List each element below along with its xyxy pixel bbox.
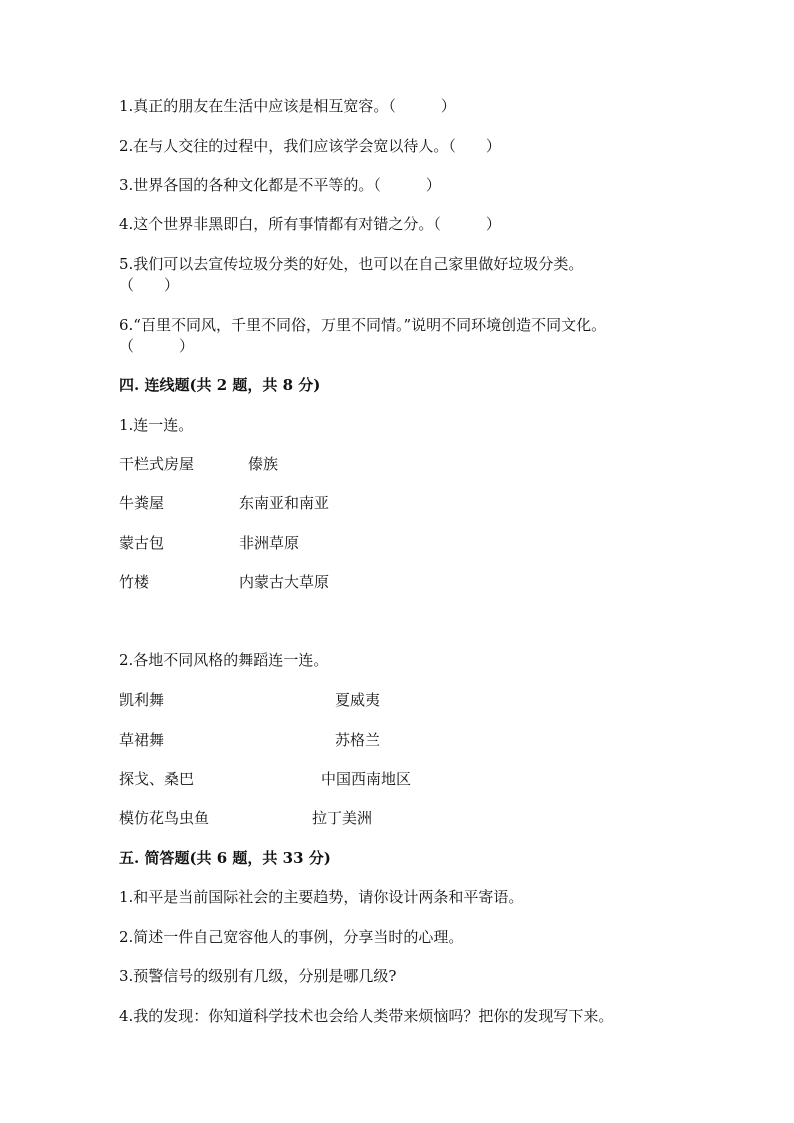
judge-question-6: 6.“百里不同风，千里不同俗，万里不同情。”说明不同环境创造不同文化。 (119, 316, 607, 334)
short-answer-question-4: 4.我的发现：你知道科学技术也会给人类带来烦恼吗？把你的发现写下来。 (119, 1007, 614, 1025)
judge-question-3: 3.世界各国的各种文化都是不平等的。（ ） (119, 176, 441, 194)
short-answer-question-2: 2.简述一件自己宽容他人的事例，分享当时的心理。 (119, 928, 464, 946)
match-1-right-item: 非洲草原 (239, 534, 300, 552)
section-4-title: 四. 连线题(共 2 题，共 8 分) (119, 376, 321, 394)
section-5-title: 五. 简答题(共 6 题，共 33 分) (119, 849, 331, 867)
match-2-left-item: 模仿花鸟虫鱼 (119, 809, 210, 827)
match-1-right-item: 傣族 (248, 455, 279, 473)
match-2-right-item: 中国西南地区 (321, 770, 412, 788)
match-2-left-item: 凯利舞 (119, 691, 165, 709)
match-2-left-item: 探戈、桑巴 (119, 770, 195, 788)
match-2-right-item: 苏格兰 (335, 731, 381, 749)
judge-question-4: 4.这个世界非黑即白，所有事情都有对错之分。（ ） (119, 215, 501, 233)
match-1-left-item: 竹楼 (119, 573, 150, 591)
match-2-left-item: 草裙舞 (119, 731, 165, 749)
match-2-right-item: 拉丁美洲 (312, 809, 373, 827)
match-1-right-item: 东南亚和南亚 (239, 494, 330, 512)
judge-question-5-blank: （ ） (119, 276, 180, 294)
match-1-left-item: 牛粪屋 (119, 494, 165, 512)
judge-question-5: 5.我们可以去宣传垃圾分类的好处，也可以在自己家里做好垃圾分类。 (119, 255, 584, 273)
match-1-left-item: 干栏式房屋 (119, 455, 195, 473)
match-2-right-item: 夏威夷 (335, 691, 381, 709)
judge-question-1: 1.真正的朋友在生活中应该是相互宽容。（ ） (119, 97, 456, 115)
short-answer-question-1: 1.和平是当前国际社会的主要趋势，请你设计两条和平寄语。 (119, 888, 524, 906)
match-1-right-item: 内蒙古大草原 (239, 573, 330, 591)
match-1-left-item: 蒙古包 (119, 534, 165, 552)
judge-question-6-blank: （ ） (119, 337, 195, 355)
match-question-1-prompt: 1.连一连。 (119, 416, 194, 434)
judge-question-2: 2.在与人交往的过程中，我们应该学会宽以待人。（ ） (119, 137, 501, 155)
match-question-2-prompt: 2.各地不同风格的舞蹈连一连。 (119, 651, 329, 669)
short-answer-question-3: 3.预警信号的级别有几级，分别是哪几级? (119, 967, 397, 985)
